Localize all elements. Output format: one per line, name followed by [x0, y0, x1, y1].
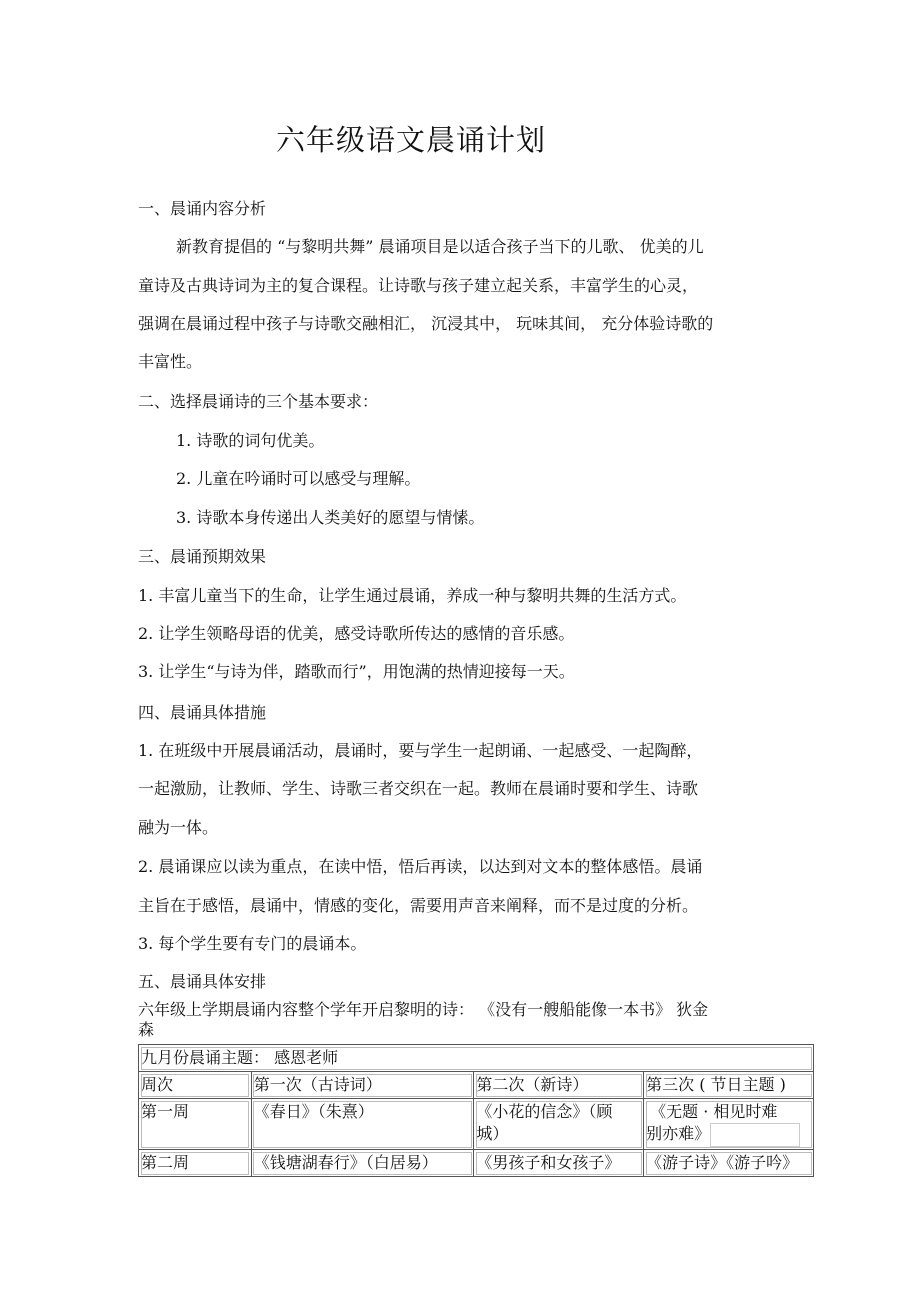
table-cell: 《男孩子和女孩子》: [474, 1150, 644, 1177]
section-5-heading: 五、晨诵具体安排: [138, 972, 267, 991]
section-3-item: 3. 让学生“与诗为伴，踏歌而行”，用饱满的热情迎接每一天。: [138, 662, 575, 681]
table-cell: [474, 1099, 644, 1150]
table-cell: 《游子诗》《游子吟》: [644, 1150, 814, 1177]
section-3-item: 2. 让学生领略母语的优美，感受诗歌所传达的感情的音乐感。: [138, 624, 575, 643]
table-theme-cell: 九月份晨诵主题： 感恩老师: [139, 1045, 814, 1072]
table-cell: 《钱塘湖春行》（白居易）: [251, 1150, 474, 1177]
section-1-heading: 一、晨诵内容分析: [138, 199, 267, 218]
section-1-paragraph-line: 丰富性。: [138, 352, 203, 371]
embedded-empty-box: [710, 1123, 800, 1147]
section-5-intro-line: 森: [138, 1020, 155, 1039]
section-4-line: 3. 每个学生要有专门的晨诵本。: [138, 934, 367, 953]
table-header-row: [139, 1072, 814, 1099]
section-1-paragraph-line: 强调在晨诵过程中孩子与诗歌交融相汇， 沉浸其中， 玩味其间， 充分体验诗歌的: [138, 314, 714, 333]
section-1-paragraph-line: 童诗及古典诗词为主的复合课程。让诗歌与孩子建立起关系，丰富学生的心灵，: [138, 276, 699, 295]
table-cell: 《春日》（朱熹）: [251, 1099, 474, 1150]
table-theme-row: [139, 1045, 814, 1072]
section-4-line: 一起激励，让教师、学生、诗歌三者交织在一起。教师在晨诵时要和学生、诗歌: [138, 779, 699, 798]
table-cell-line: 城）: [476, 1124, 509, 1143]
table-header-cell: 第二次（新诗）: [474, 1072, 644, 1099]
table-cell-line-wrap: [646, 1123, 811, 1147]
section-1-paragraph-line: 新教育提倡的 “与黎明共舞” 晨诵项目是以适合孩子当下的儿歌、 优美的儿: [176, 237, 704, 256]
section-2-item: 1. 诗歌的词句优美。: [176, 431, 325, 450]
table-header-cell: 第三次 ( 节日主题 ): [644, 1072, 814, 1099]
document-title: 六年级语文晨诵计划: [276, 123, 547, 157]
table-header-cell: 周次: [139, 1072, 252, 1099]
section-4-line: 主旨在于感悟，晨诵中，情感的变化，需要用声音来阐释，而不是过度的分析。: [138, 896, 699, 915]
section-2-item: 3. 诗歌本身传递出人类美好的愿望与情愫。: [176, 508, 485, 527]
section-2-item: 2. 儿童在吟诵时可以感受与理解。: [176, 469, 421, 488]
table-cell-line: 《小花的信念》（顾: [476, 1102, 613, 1121]
table-cell-week: 第一周: [139, 1099, 252, 1150]
section-2-heading: 二、选择晨诵诗的三个基本要求：: [138, 392, 379, 411]
table-cell-line: 《无题 · 相见时难: [650, 1102, 778, 1121]
table-header-cell: 第一次（古诗词）: [251, 1072, 474, 1099]
section-4-line: 1. 在班级中开展晨诵活动，晨诵时，要与学生一起朗诵、一起感受、一起陶醉，: [138, 741, 703, 760]
table-row: [139, 1150, 814, 1177]
table-cell-line: 别亦难》: [646, 1124, 711, 1143]
table-cell-week: 第二周: [139, 1150, 252, 1177]
table-cell: [644, 1099, 814, 1150]
table-row: [139, 1099, 814, 1150]
section-4-line: 2. 晨诵课应以读为重点，在读中悟，悟后再读，以达到对文本的整体感悟。晨诵: [138, 857, 703, 876]
section-4-line: 融为一体。: [138, 818, 219, 837]
section-4-heading: 四、晨诵具体措施: [138, 703, 267, 722]
schedule-table: [138, 1044, 814, 1177]
section-3-heading: 三、晨诵预期效果: [138, 547, 267, 566]
section-3-item: 1. 丰富儿童当下的生命，让学生通过晨诵，养成一种与黎明共舞的生活方式。: [138, 586, 687, 605]
section-5-intro-line: 六年级上学期晨诵内容整个学年开启黎明的诗： 《没有一艘船能像一本书》 狄金: [138, 1000, 709, 1019]
